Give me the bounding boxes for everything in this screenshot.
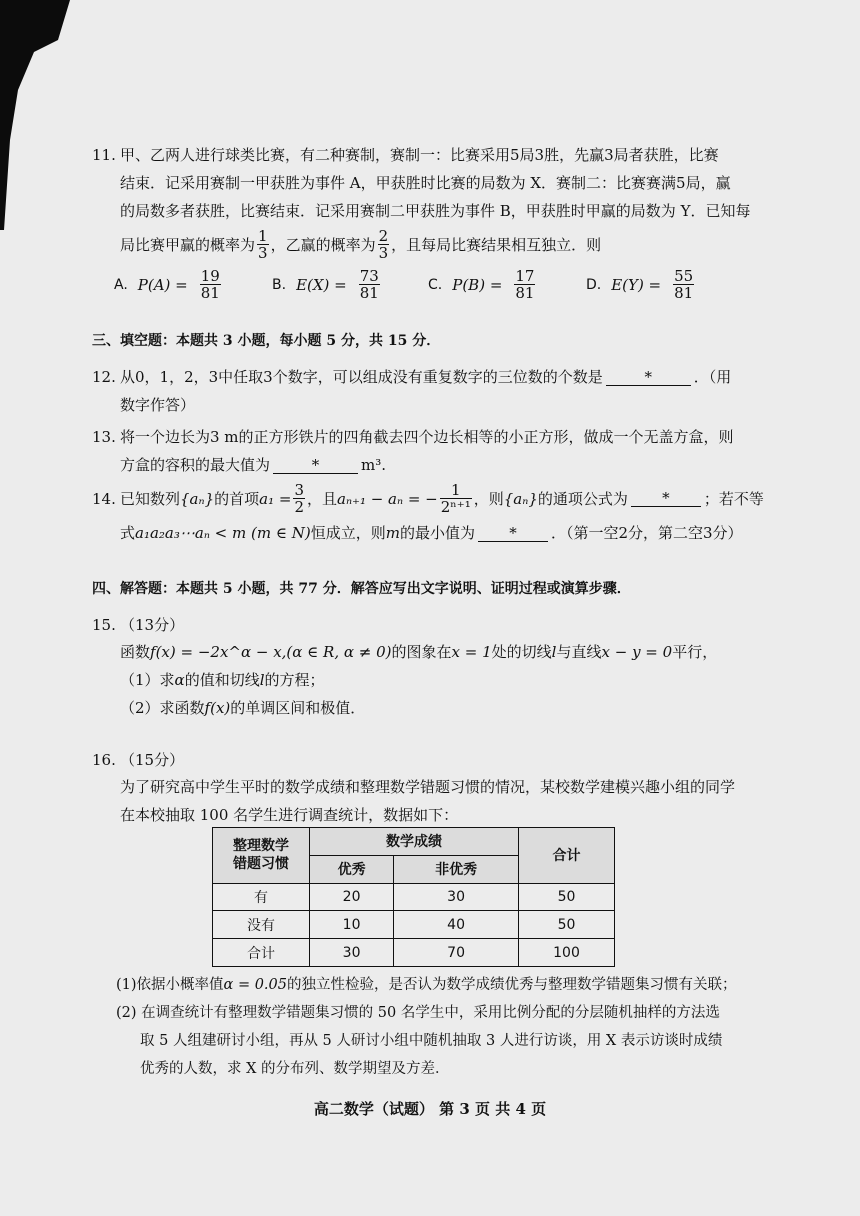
q16-alpha-value: α = 0.05 bbox=[223, 977, 287, 993]
corner-line-1: 整理数学 bbox=[233, 838, 289, 855]
table-col-excellent: 优秀 bbox=[310, 855, 394, 883]
table-cell: 20 bbox=[310, 883, 394, 911]
q15-l: l bbox=[551, 643, 557, 661]
frac-den: 81 bbox=[674, 284, 694, 302]
q15-sub1-a: （1）求 bbox=[120, 671, 175, 689]
option-letter: B. bbox=[272, 276, 287, 293]
table-cell: 50 bbox=[519, 911, 615, 939]
q14-text-10: ．（第一空2分，第二空3分） bbox=[550, 524, 743, 542]
q15-sub1-c: 的方程； bbox=[264, 671, 325, 689]
q15-text-3: 处的切线 bbox=[491, 643, 552, 661]
q14-m: m bbox=[385, 524, 400, 542]
q14-seq-2: {aₙ} bbox=[503, 489, 538, 508]
q14-answer-blank-1[interactable]: * bbox=[631, 490, 701, 507]
q15-text-1: 函数 bbox=[120, 643, 151, 661]
option-expr: E(Y) = bbox=[611, 275, 662, 294]
q14-text-9: 的最小值为 bbox=[399, 524, 475, 542]
frac-num: 2 bbox=[378, 227, 389, 245]
q15-text-5: 平行， bbox=[672, 643, 718, 661]
q11-frac-2-3 bbox=[378, 228, 390, 261]
q11-line-2: 结束．记采用赛制一甲获胜为事件 A，甲获胜时比赛的局数为 X．赛制二：比赛赛满5局，赢 bbox=[120, 174, 731, 192]
option-letter: A. bbox=[114, 276, 128, 293]
q12-line-1 bbox=[120, 366, 731, 388]
q11-line4-b: ，乙赢的概率为 bbox=[270, 235, 376, 254]
frac-den: 81 bbox=[359, 284, 379, 302]
q16-intro-2: 在本校抽取 100 名学生进行调查统计，数据如下： bbox=[120, 806, 459, 824]
q14-frac-3-2 bbox=[293, 482, 305, 515]
q16-sub1-a: (1)依据小概率值 bbox=[116, 977, 224, 993]
q12-text: 从0，1，2，3中任取3个数字，可以组成没有重复数字的三位数的个数是 bbox=[120, 368, 603, 386]
q15-sub2-a: （2）求函数 bbox=[120, 699, 205, 717]
q14-text-3: ，且 bbox=[306, 489, 337, 508]
frac-den: 81 bbox=[515, 284, 535, 302]
table-cell: 50 bbox=[519, 883, 615, 911]
option-frac bbox=[359, 268, 380, 301]
q15-score: （13分） bbox=[120, 616, 185, 634]
q16-sub-2-line-1: (2) 在调查统计有整理数学错题集习惯的 50 名学生中，采用比例分配的分层随机抽样的方法选 bbox=[116, 1005, 720, 1021]
q14-seq: {aₙ} bbox=[180, 489, 215, 508]
q13-line-2 bbox=[120, 454, 386, 476]
table-corner-header bbox=[213, 828, 310, 884]
q15-text-2: 的图象在 bbox=[391, 643, 452, 661]
q11-option-c bbox=[428, 268, 537, 301]
table-cell: 100 bbox=[519, 939, 615, 967]
q12-text-end: ．（用 bbox=[693, 368, 732, 386]
option-expr: E(X) = bbox=[296, 275, 347, 294]
option-frac bbox=[514, 268, 535, 301]
frac-den: 3 bbox=[258, 244, 268, 262]
frac-den: 81 bbox=[200, 284, 220, 302]
table-cell: 10 bbox=[310, 911, 394, 939]
q14-number: 14. bbox=[92, 490, 116, 508]
frac-num: 73 bbox=[359, 267, 379, 285]
q14-inequality: a₁a₂a₃⋯aₙ < m (m ∈ N) bbox=[135, 524, 311, 542]
table-cell: 30 bbox=[310, 939, 394, 967]
option-letter: D. bbox=[586, 276, 602, 293]
q15-sub-1 bbox=[120, 669, 325, 691]
frac-den: 2ⁿ⁺¹ bbox=[440, 498, 471, 516]
q14-text-1: 已知数列 bbox=[120, 489, 181, 508]
option-expr: P(B) = bbox=[452, 275, 503, 294]
option-frac bbox=[673, 268, 694, 301]
q12-line-2: 数字作答） bbox=[120, 396, 196, 414]
option-frac bbox=[200, 268, 221, 301]
table-cell: 没有 bbox=[213, 911, 310, 939]
page-footer: 高二数学（试题） 第 3 页 共 4 页 bbox=[313, 1100, 547, 1118]
q11-line4-a: 局比赛甲赢的概率为 bbox=[120, 235, 256, 254]
q11-line-1: 甲、乙两人进行球类比赛，有二种赛制，赛制一：比赛采用5局3胜，先赢3局者获胜，比赛 bbox=[120, 146, 719, 164]
q16-sub1-b: 的独立性检验，是否认为数学成绩优秀与整理数学错题集习惯有关联； bbox=[287, 977, 737, 993]
table-col-not-excellent: 非优秀 bbox=[394, 855, 519, 883]
q16-sub-1 bbox=[116, 974, 737, 996]
q15-line-1 bbox=[120, 641, 717, 663]
frac-num: 19 bbox=[200, 267, 220, 285]
q14-frac-rec bbox=[440, 482, 472, 515]
q14-text-7: 式 bbox=[120, 524, 136, 542]
table-row bbox=[213, 883, 615, 911]
q16-intro-1: 为了研究高中学生平时的数学成绩和整理数学错题习惯的情况，某校数学建模兴趣小组的同学 bbox=[120, 778, 736, 796]
q15-alpha: α bbox=[174, 671, 185, 689]
q16-sub-2-line-3: 优秀的人数，求 X 的分布列、数学期望及方差． bbox=[140, 1061, 450, 1077]
q11-line-3: 的局数多者获胜，比赛结束．记采用赛制二甲获胜为事件 B，甲获胜时甲赢的局数为 Y．已知每 bbox=[120, 202, 751, 220]
q15-fx: f(x) bbox=[204, 699, 231, 717]
option-expr: P(A) = bbox=[137, 275, 188, 294]
frac-num: 55 bbox=[674, 267, 694, 285]
q11-option-a bbox=[114, 268, 223, 301]
table-cell: 40 bbox=[394, 911, 519, 939]
section-3-heading: 三、填空题：本题共 3 小题，每小题 5 分，共 15 分． bbox=[92, 333, 441, 349]
q15-sub-2 bbox=[120, 697, 365, 719]
q15-sub2-b: 的单调区间和极值． bbox=[230, 699, 366, 717]
q14-text-6: ；若不等 bbox=[703, 489, 764, 508]
frac-num: 3 bbox=[294, 481, 304, 499]
option-letter: C. bbox=[428, 276, 443, 293]
frac-den: 2 bbox=[294, 498, 304, 516]
q14-text-8: 恒成立，则 bbox=[310, 524, 386, 542]
q13-line-1: 将一个边长为3 m的正方形铁片的四角截去四个边长相等的小正方形，做成一个无盖方盒，则 bbox=[120, 428, 734, 446]
q16-sub-2-line-2: 取 5 人组建研讨小组，再从 5 人研讨小组中随机抽取 3 人进行访谈，用 X 表示访谈时成绩 bbox=[140, 1033, 723, 1049]
q15-text-4: 与直线 bbox=[556, 643, 602, 661]
section-4-heading: 四、解答题：本题共 5 小题，共 77 分．解答应写出文字说明、证明过程或演算步骤． bbox=[92, 581, 631, 597]
table-cell: 30 bbox=[394, 883, 519, 911]
frac-num: 1 bbox=[440, 482, 472, 499]
table-cell: 70 bbox=[394, 939, 519, 967]
table-total-header: 合计 bbox=[519, 828, 615, 884]
q15-line-eq: x − y = 0 bbox=[601, 643, 673, 661]
q14-answer-blank-2[interactable]: * bbox=[478, 525, 548, 542]
q15-function: f(x) = −2x^α − x,(α ∈ R, α ≠ 0) bbox=[150, 643, 392, 661]
q13-answer-blank[interactable]: * bbox=[273, 457, 358, 474]
scan-shadow-corner bbox=[0, 0, 70, 230]
corner-line-2: 错题习惯 bbox=[233, 856, 289, 873]
q11-line-4 bbox=[120, 228, 601, 261]
q14-recurrence: aₙ₊₁ − aₙ = − bbox=[337, 489, 438, 508]
frac-num: 17 bbox=[515, 267, 535, 285]
table-row bbox=[213, 939, 615, 967]
q16-score: （15分） bbox=[120, 751, 185, 769]
q14-text-2: 的首项 bbox=[214, 489, 260, 508]
q11-frac-1-3 bbox=[257, 228, 269, 261]
table-cell: 有 bbox=[213, 883, 310, 911]
q15-l-2: l bbox=[259, 671, 265, 689]
table-cell: 合计 bbox=[213, 939, 310, 967]
q15-number: 15. bbox=[92, 616, 116, 634]
table-group-header: 数学成绩 bbox=[310, 828, 519, 856]
q15-x1: x = 1 bbox=[451, 643, 492, 661]
q11-option-b bbox=[272, 268, 382, 301]
q13-text: 方盒的容积的最大值为 bbox=[120, 456, 271, 474]
q11-line4-c: ，且每局比赛结果相互独立．则 bbox=[391, 235, 602, 254]
q14-text-4: ，则 bbox=[473, 489, 504, 508]
q16-number: 16. bbox=[92, 751, 116, 769]
q14-text-5: 的通项公式为 bbox=[537, 489, 628, 508]
q13-number: 13. bbox=[92, 428, 116, 446]
q14-line-2 bbox=[120, 522, 743, 544]
q15-sub1-b: 的值和切线 bbox=[184, 671, 260, 689]
q11-option-d bbox=[586, 268, 696, 301]
q14-a1: a₁ = bbox=[259, 489, 292, 508]
q12-number: 12. bbox=[92, 368, 116, 386]
table-row bbox=[213, 911, 615, 939]
contingency-table bbox=[212, 827, 615, 967]
q12-answer-blank[interactable]: * bbox=[606, 369, 691, 386]
q11-number: 11. bbox=[92, 146, 116, 164]
frac-den: 3 bbox=[378, 244, 389, 262]
q14-line-1 bbox=[120, 482, 764, 515]
frac-num: 1 bbox=[258, 227, 268, 245]
q13-unit: m³. bbox=[361, 456, 387, 474]
